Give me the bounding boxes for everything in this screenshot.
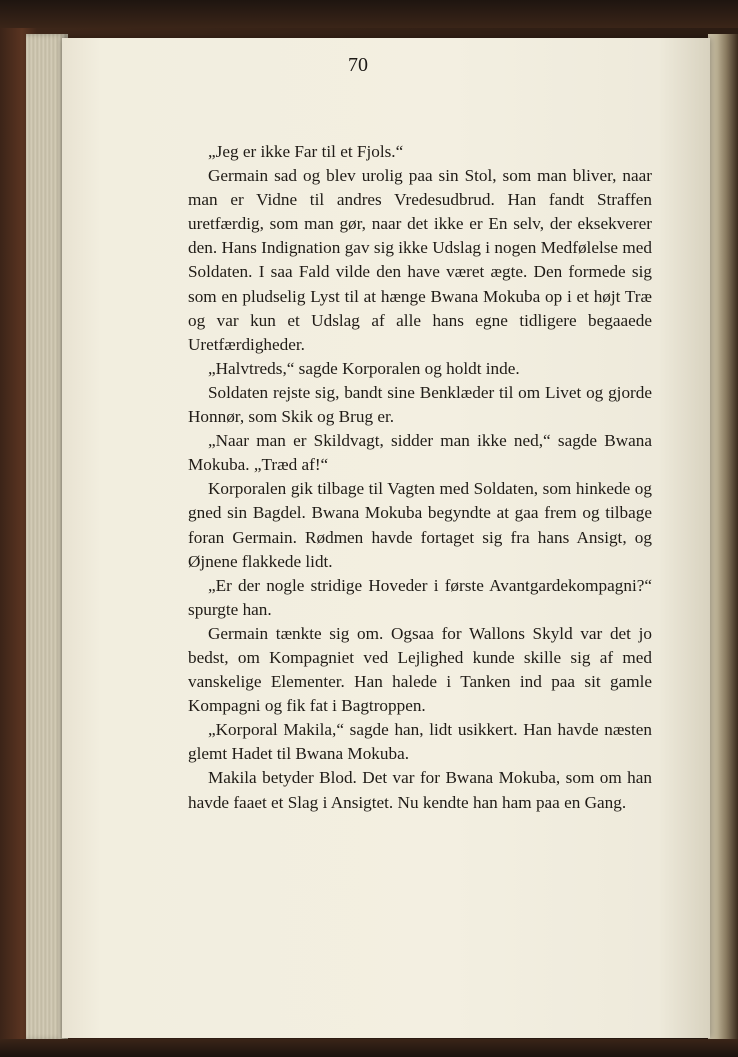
paragraph: Makila betyder Blod. Det var for Bwana Mokuba, som om han havde faaet et Slag i Ansigtet. Nu kendte han ham paa en Gang.: [188, 768, 652, 812]
paragraph: Korporalen gik tilbage til Vagten med Soldaten, som hinkede og gned sin Bagdel. Bwana Mokuba begyndte at gaa frem og tilbage foran Germain. Rødmen havde fortaget sig fra hans Ansigt, og Øjnene flakkede lidt.: [188, 479, 652, 571]
book-cover-top: [0, 0, 738, 28]
book-cover-right: [708, 34, 738, 1040]
paragraph: „Naar man er Skildvagt, sidder man ikke ned,“ sagde Bwana Mokuba. „Træd af!“: [188, 431, 652, 475]
paragraph: Soldaten rejste sig, bandt sine Benklæder til om Livet og gjorde Honnør, som Skik og Brug er.: [188, 382, 652, 427]
paragraph: Germain sad og blev urolig paa sin Stol, som man bliver, naar man er Vidne til andres Vredesudbrud. Han fandt Straffen uretfærdig, som man gør, naar det ikke er En selv, der eksekverer den. Hans Indignation gav sig ikke Udslag i nogen Medfølelse med Soldaten. I saa Fald vilde den have været ægte. Den formede sig som en pludselig Lyst til at hænge Bwana Mokuba op i et højt Træ og var kun et Udslag af alle hans egne tidligere begaaede Uretfærdigheder.: [188, 166, 652, 354]
page-number: 70: [348, 54, 368, 76]
paragraph: „Halvtreds,“ sagde Korporalen og holdt inde.: [208, 358, 520, 378]
paragraph: „Jeg er ikke Far til et Fjols.“: [208, 142, 404, 161]
paragraph: „Er der nogle stridige Hoveder i første Avantgardekompagni?“ spurgte han.: [188, 575, 652, 619]
book-cover-bottom: [0, 1039, 738, 1057]
paragraph: Germain tænkte sig om. Ogsaa for Wallons Skyld var det jo bedst, om Kompagniet ved Lejlighed kunde skille sig af med vanskelige Elementer. Han halede i Tanken ind paa sit gamle Kompagni og fik fat i Bagtroppen.: [188, 623, 652, 716]
paragraph: „Korporal Makila,“ sagde han, lidt usikkert. Han havde næsten glemt Hadet til Bwana Mokuba.: [188, 720, 652, 764]
body-text: [188, 140, 652, 815]
